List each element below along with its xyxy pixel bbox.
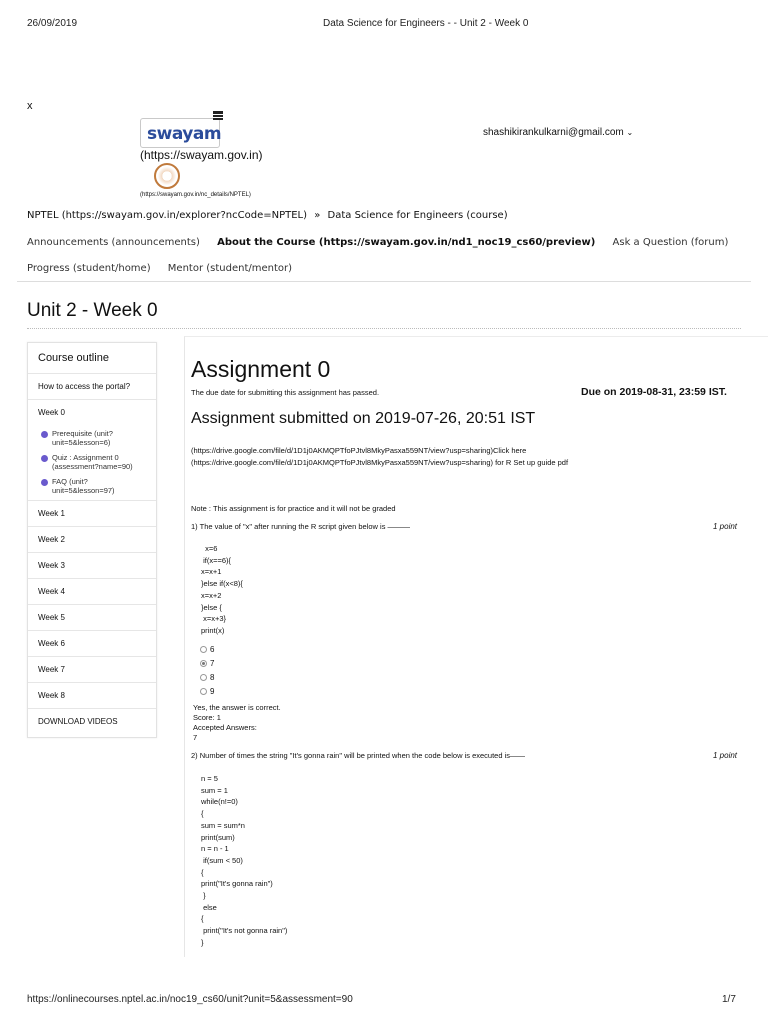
bullet-icon [41,479,48,486]
sidebar-item-week-3[interactable]: Week 3 [28,553,156,579]
course-outline-title: Course outline [28,343,156,374]
question-1-code: x=6 if(x==6){ x=x+1 }else if(x<8){ x=x+2 }else { x=x+3} print(x) [201,544,243,635]
sidebar-item-week-6[interactable]: Week 6 [28,631,156,657]
sidebar-item-week-5[interactable]: Week 5 [28,605,156,631]
breadcrumb-separator: » [314,210,321,221]
radio-button[interactable] [200,646,207,653]
bullet-icon [41,431,48,438]
sidebar-subitem-prerequisite[interactable] [28,425,156,449]
breadcrumb-course-link[interactable]: Data Science for Engineers (course) [327,210,508,221]
question-1-text: 1) The value of "x" after running the R script given below is ——— [191,522,411,531]
setup-guide-link[interactable]: (https://drive.google.com/file/d/1D1j0AKMQPTfoPJtvl8MkyPasxa559NT/view?usp=sharing)Click here [191,446,527,455]
print-date: 26/09/2019 [27,18,78,29]
flag-icon [213,111,223,121]
sidebar-item-portal[interactable]: How to access the portal? [28,374,156,400]
question-1-result [193,703,281,743]
breadcrumb-nptel-link[interactable]: NPTEL (https://swayam.gov.in/explorer?ncCode=NPTEL) [27,210,308,221]
score: Score: 1 [193,713,221,722]
sidebar-item-week-0[interactable]: Week 0 [38,408,65,417]
question-1-option-3[interactable] [200,673,214,682]
accepted-answers-label: Accepted Answers: [193,723,257,732]
radio-button[interactable] [200,674,207,681]
nav-progress[interactable]: Progress (student/home) [27,263,151,274]
question-1-option-1[interactable] [200,645,214,654]
bullet-icon [41,455,48,462]
nav-divider [17,281,751,282]
user-menu[interactable] [483,127,633,138]
practice-note: Note : This assignment is for practice and it will not be graded [191,504,396,513]
swayam-home-link[interactable]: (https://swayam.gov.in) [140,148,263,162]
print-doc-title: Data Science for Engineers - - Unit 2 - Week 0 [323,18,529,29]
nptel-link[interactable]: (https://swayam.gov.in/nc_details/NPTEL) [140,192,251,198]
nav-mentor[interactable]: Mentor (student/mentor) [167,263,293,274]
sidebar-subitem-label: Quiz : Assignment 0 (assessment?name=90) [52,453,133,471]
chevron-down-icon: ⌄ [626,128,634,137]
sidebar-subitem-assignment-0[interactable] [28,449,156,473]
user-email: shashikirankulkarni@gmail.com [483,127,624,138]
sidebar-item-week-8[interactable]: Week 8 [28,683,156,709]
course-outline-sidebar [27,342,157,738]
question-1-option-2[interactable] [200,659,214,668]
question-2-text: 2) Number of times the string "It's gonna rain" will be printed when the code below is executed is—— [191,751,526,760]
option-label: 8 [210,673,215,682]
question-2-code: n = 5 sum = 1 while(n!=0) { sum = sum*n print(sum) n = n - 1 if(sum < 50) { print("It's gonna rain") } else { print("It's not gonna rain") } [201,774,288,947]
sidebar-item-week-4[interactable]: Week 4 [28,579,156,605]
due-date: Due on 2019-08-31, 23:59 IST. [581,386,727,398]
sidebar-subitem-label: Prerequisite (unit?unit=5&lesson=6) [52,429,113,447]
title-divider [27,328,741,329]
question-1-option-4[interactable] [200,687,214,696]
breadcrumb [27,210,508,221]
option-label: 9 [210,687,215,696]
nav-announcements[interactable]: Announcements (announcements) [27,237,200,248]
swayam-logo-text: swayam [147,124,222,144]
accepted-answer: 7 [193,733,198,742]
sidebar-item-download-videos[interactable]: DOWNLOAD VIDEOS [38,717,118,726]
sidebar-item-week-2[interactable]: Week 2 [28,527,156,553]
sidebar-item-week-7[interactable]: Week 7 [28,657,156,683]
print-page-number: 1/7 [722,994,736,1005]
sidebar-item-week-1[interactable]: Week 1 [28,501,156,527]
answer-feedback: Yes, the answer is correct. [193,703,281,712]
swayam-logo[interactable] [140,118,220,148]
nav-ask-question[interactable]: Ask a Question (forum) [612,237,729,248]
question-2-points: 1 point [713,751,738,760]
close-button[interactable]: x [27,100,33,112]
sidebar-subitem-faq[interactable] [28,473,156,497]
sidebar-week-0-group [28,400,156,501]
page-title: Unit 2 - Week 0 [27,300,158,321]
setup-guide-pdf-link[interactable]: (https://drive.google.com/file/d/1D1j0AKMQPTfoPJtvl8MkyPasxa559NT/view?usp=sharing) for R Set up guide pdf [191,458,569,467]
course-nav-row-1 [27,237,742,248]
option-label: 7 [210,659,215,668]
radio-button[interactable] [200,688,207,695]
print-url: https://onlinecourses.nptel.ac.in/noc19_cs60/unit?unit=5&assessment=90 [27,994,353,1005]
sidebar-subitem-label: FAQ (unit?unit=5&lesson=97) [52,477,115,495]
question-1-points: 1 point [713,522,738,531]
due-passed-notice: The due date for submitting this assignment has passed. [191,388,380,397]
nptel-logo[interactable] [154,163,180,189]
submission-status: Assignment submitted on 2019-07-26, 20:51 IST [191,410,536,427]
course-nav-row-2 [27,263,306,274]
assignment-title: Assignment 0 [191,356,331,382]
option-label: 6 [210,645,215,654]
radio-button-selected[interactable] [200,660,207,667]
nav-about-course[interactable]: About the Course (https://swayam.gov.in/nd1_noc19_cs60/preview) [217,237,596,248]
